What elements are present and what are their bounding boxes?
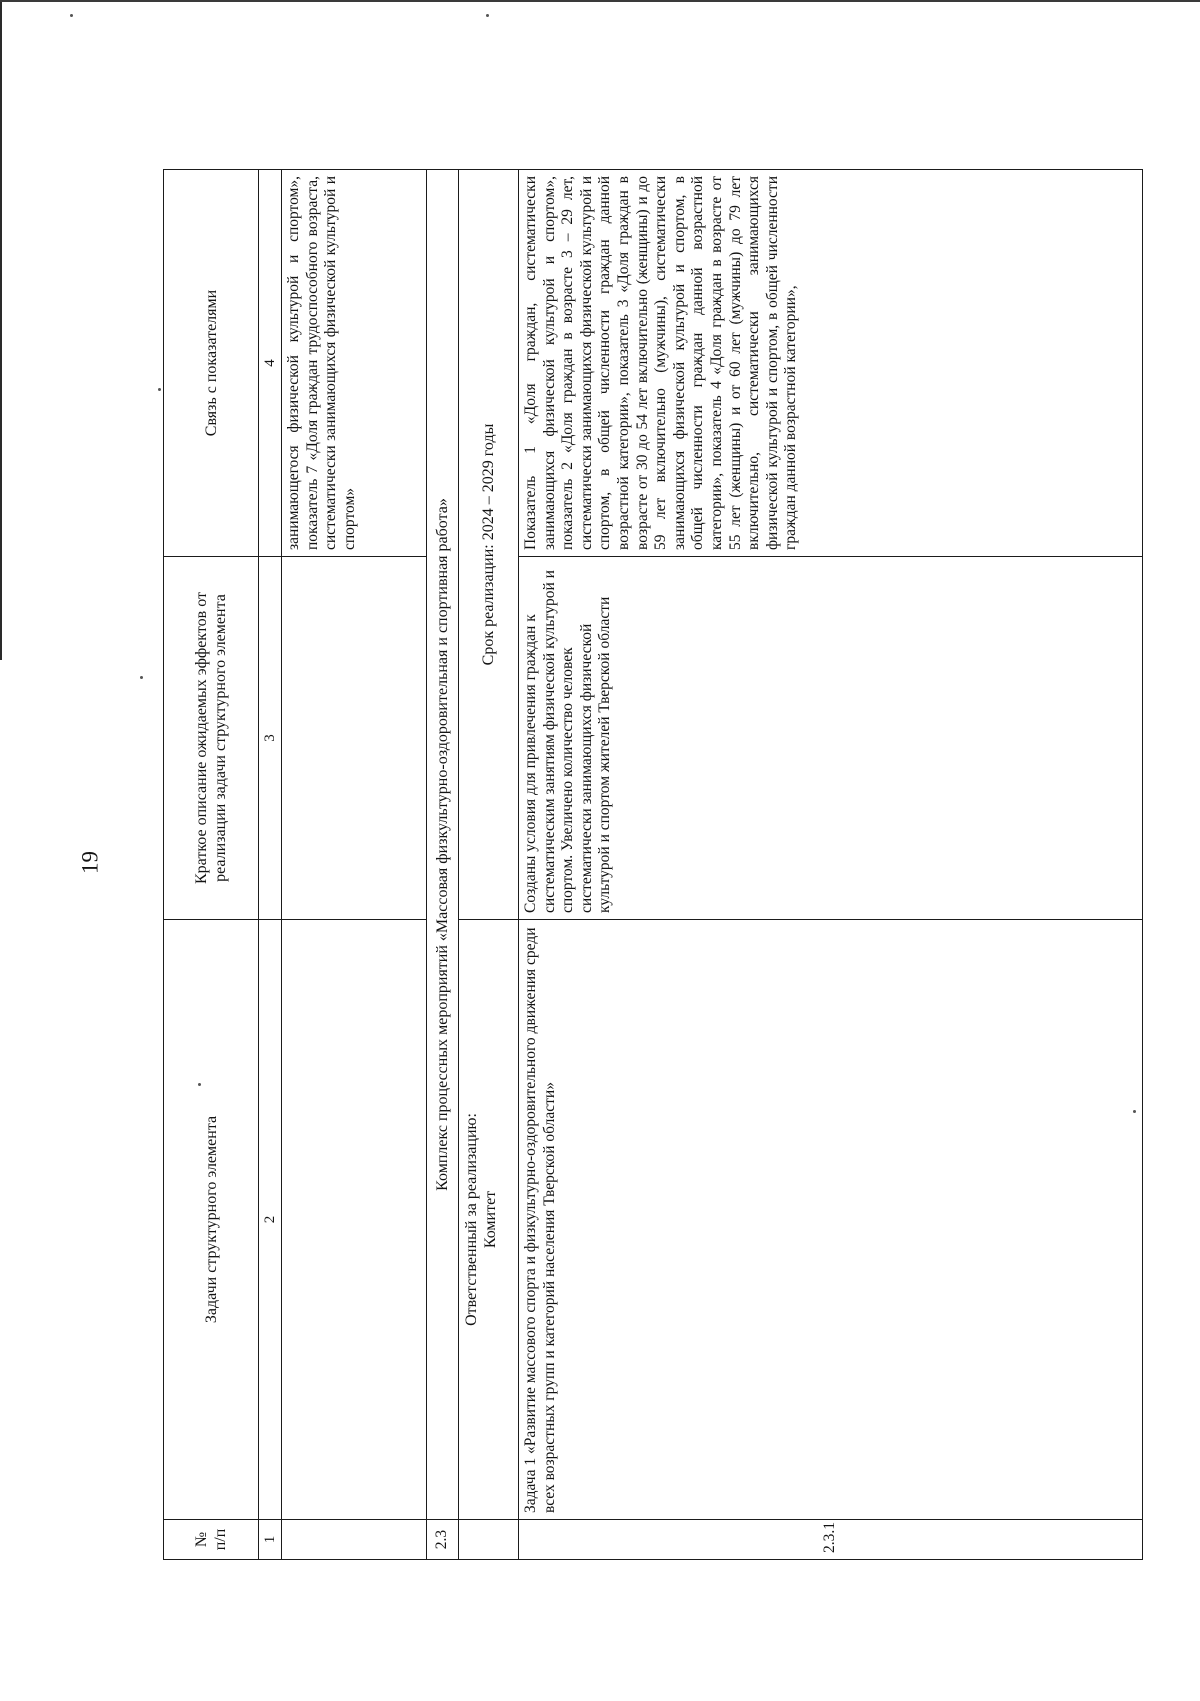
task-number: 2.3.1 — [519, 1520, 1143, 1560]
implementation-period: Срок реализации: 2024 – 2029 годы — [459, 170, 519, 920]
section-number: 2.3 — [427, 1520, 459, 1560]
task-row — [519, 170, 1143, 1560]
column-number-1: 1 — [259, 1520, 282, 1560]
scan-edge-top — [0, 0, 1200, 2]
continuation-row — [282, 170, 427, 1560]
header-task: Задачи структурного элемента — [164, 920, 259, 1520]
column-number-4: 4 — [259, 170, 282, 557]
header-num: № п/п — [164, 1520, 259, 1560]
page-number: 19 — [77, 851, 103, 874]
column-numbers-row — [259, 170, 282, 1560]
section-title: Комплекс процессных мероприятий «Массовая физкультурно-оздоровительная и спортивная работа» — [427, 170, 459, 1520]
header-link: Связь с показателями — [164, 170, 259, 557]
column-number-2: 2 — [259, 920, 282, 1520]
responsible-label: Ответственный за реализацию: — [463, 1113, 480, 1326]
rotated-table-wrapper — [163, 170, 1143, 1560]
continuation-link-cell: занимающегося физической культурой и спортом», показатель 7 «Доля граждан трудоспособного возраста, систематически занимающихся физической культурой и спортом» — [282, 170, 427, 557]
responsible-cell — [459, 920, 519, 1520]
task-link-text: Показатель 1 «Доля граждан, систематически занимающихся физической культурой и спортом», показатель 2 «Доля граждан в возрасте 3 – 29 лет, систематически занимающихся физической культурой и спортом, в общей численности граждан данной возрастной категории», показатель 3 «Доля граждан в возрасте от 30 до 54 лет включительно (женщины) и до 59 лет включительно (мужчины), систематически занимающихся физической культурой и спортом, в общей численности граждан данной возрастной категории», показатель 4 «Доля граждан в возрасте от 55 лет (женщины) и от 60 лет (мужчины) до 79 лет включительно, систематически занимающихся физической культурой и спортом, в общей численности граждан данной возрастной категории», — [519, 170, 1143, 557]
continuation-effects-cell — [282, 557, 427, 920]
scan-speck — [70, 14, 73, 17]
header-row — [164, 170, 259, 1560]
continuation-num-cell — [282, 1520, 427, 1560]
responsible-num-cell — [459, 1520, 519, 1560]
scan-speck — [486, 14, 489, 17]
tasks-table — [163, 169, 1143, 1560]
task-effects-text: Созданы условия для привлечения граждан к систематическим занятиям физической культурой и спортом. Увеличено количество человек систематически занимающихся физической культурой и спортом жителей Тверской области — [519, 557, 1143, 920]
scan-edge-left — [0, 0, 2, 660]
column-number-3: 3 — [259, 557, 282, 920]
section-row — [427, 170, 459, 1560]
responsible-value: Комитет — [482, 1190, 499, 1249]
scan-speck — [140, 676, 143, 679]
task-text: Задача 1 «Развитие массового спорта и физкультурно-оздоровительного движения среди всех возрастных групп и категорий населения Тверской области» — [519, 920, 1143, 1520]
header-effects: Краткое описание ожидаемых эффектов от реализации задачи структурного элемента — [164, 557, 259, 920]
responsible-row — [459, 170, 519, 1560]
continuation-task-cell — [282, 920, 427, 1520]
scan-speck — [158, 388, 161, 391]
